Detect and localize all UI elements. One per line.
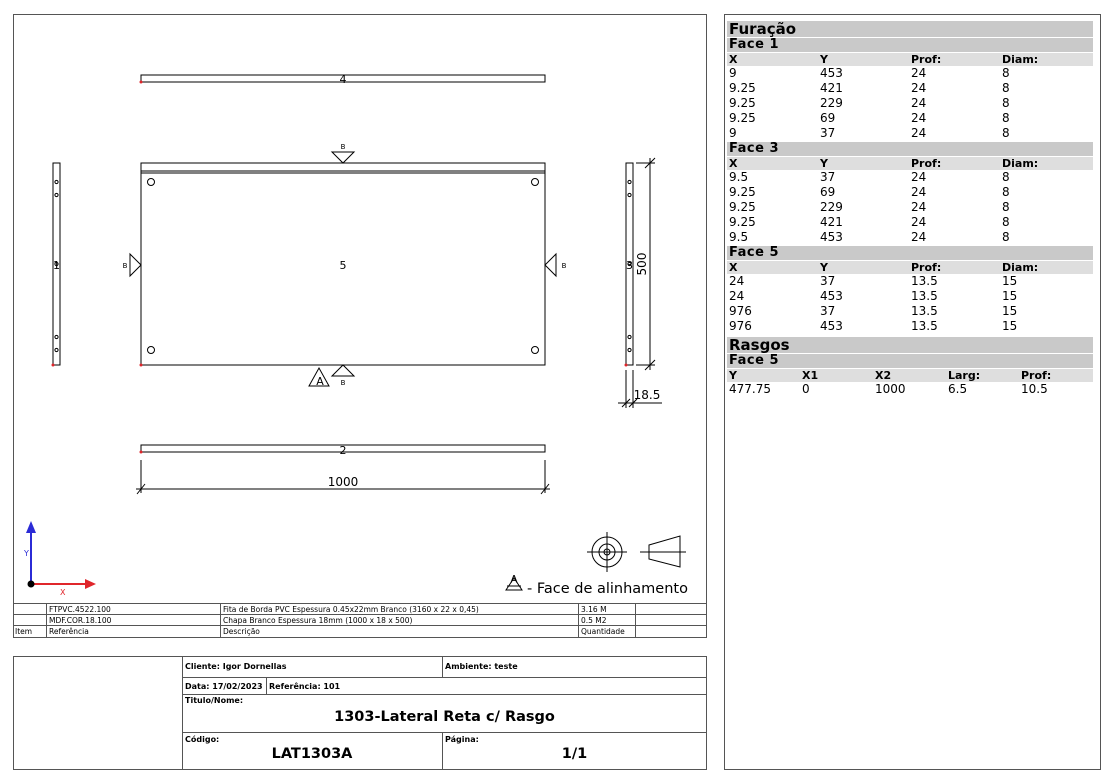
header-diam: Diam: bbox=[1002, 53, 1039, 66]
client-field: Cliente: Igor Dornellas bbox=[185, 662, 287, 671]
table-row: 24 453 13.5 15 bbox=[729, 289, 1018, 303]
table-row: 9.25 229 24 8 bbox=[729, 200, 1010, 214]
y-axis-label: Y bbox=[24, 549, 29, 558]
table-header bbox=[727, 53, 1093, 66]
technical-drawing bbox=[0, 0, 700, 600]
section-marker-right bbox=[545, 254, 556, 276]
width-dimension-label: 1000 bbox=[327, 475, 359, 489]
drawing-code: LAT1303A bbox=[271, 746, 353, 762]
table-row: 9.25 421 24 8 bbox=[729, 215, 1010, 229]
panel-number: 5 bbox=[339, 259, 347, 272]
table-row: 976 453 13.5 15 bbox=[729, 319, 1018, 333]
parts-list bbox=[13, 603, 707, 638]
section-marker-top bbox=[332, 152, 354, 163]
title-label: Titulo/Nome: bbox=[185, 696, 244, 705]
face-label: Face 1 bbox=[727, 38, 1093, 52]
table-row: 976 37 13.5 15 bbox=[729, 304, 1018, 318]
side-hole bbox=[628, 193, 631, 196]
table-header: X Y Prof: Diam: bbox=[727, 157, 1093, 170]
alignment-legend-text: - Face de alinhamento bbox=[527, 581, 688, 597]
panel-hole bbox=[532, 179, 539, 186]
side-hole bbox=[55, 348, 58, 351]
header-y: Y bbox=[820, 53, 828, 66]
header-x: X bbox=[729, 53, 738, 66]
table-row: 9.25 229 24 8 bbox=[729, 96, 1010, 110]
section-letter-bottom: B bbox=[340, 379, 346, 387]
face-label: Face 5 bbox=[727, 246, 1093, 260]
table-row: 9 37 24 8 bbox=[729, 126, 1010, 140]
drawing-title: 1303-Lateral Reta c/ Rasgo bbox=[334, 709, 555, 725]
drilling-table bbox=[727, 19, 1093, 397]
section-letter-left: B bbox=[122, 262, 128, 270]
table-row: 24 37 13.5 15 bbox=[729, 274, 1018, 288]
table-header: X Y Prof: Diam: bbox=[727, 261, 1093, 274]
left-side-number: 1 bbox=[53, 259, 60, 272]
section-marker-left bbox=[130, 254, 141, 276]
parts-row: FTPVC.4522.100 Fita de Borda PVC Espessura 0.45x22mm Branco (3160 x 22 x 0,45) 3.16 M bbox=[13, 603, 707, 614]
side-hole bbox=[628, 348, 631, 351]
parts-header-row: Item Referência Descrição Quantidade bbox=[13, 625, 707, 638]
panel-hole bbox=[148, 347, 155, 354]
date-field: Data: 17/02/2023 bbox=[185, 682, 263, 691]
table-row: 9.5 37 24 8 bbox=[729, 170, 1010, 184]
section-letter-top: B bbox=[340, 143, 346, 151]
side-hole bbox=[628, 180, 631, 183]
right-side-number: 3 bbox=[626, 259, 633, 272]
section-marker-bottom bbox=[332, 365, 354, 376]
legend-letter: A bbox=[510, 573, 518, 586]
rasgos-title: Rasgos bbox=[727, 337, 1093, 353]
axis-origin bbox=[28, 581, 35, 588]
face-label: Face 3 bbox=[727, 142, 1093, 156]
header-prof: Prof: bbox=[911, 53, 942, 66]
panel-hole bbox=[148, 179, 155, 186]
bottom-strip-number: 2 bbox=[339, 444, 347, 457]
x-axis-label: X bbox=[60, 588, 66, 597]
environment-field: Ambiente: teste bbox=[445, 662, 518, 671]
code-label: Código: bbox=[185, 735, 220, 744]
side-hole bbox=[55, 180, 58, 183]
height-dimension-label: 500 bbox=[635, 252, 649, 276]
table-header: Y X1 X2 Larg: Prof: bbox=[727, 369, 1093, 382]
parts-row: MDF.COR.18.100 Chapa Branco Espessura 18mm (1000 x 18 x 500) 0.5 M2 bbox=[13, 614, 707, 625]
alignment-letter: A bbox=[316, 375, 324, 388]
table-row: 9.25 421 24 8 bbox=[729, 81, 1010, 95]
table-row: 9.5 453 24 8 bbox=[729, 230, 1010, 244]
section-letter-right: B bbox=[561, 262, 567, 270]
thickness-dimension-label: 18.5 bbox=[633, 388, 661, 402]
top-strip-number: 4 bbox=[339, 73, 347, 86]
side-hole bbox=[55, 335, 58, 338]
furacao-title: Furação bbox=[727, 21, 1093, 37]
table-row: 9.25 69 24 8 bbox=[729, 111, 1010, 125]
side-hole bbox=[628, 335, 631, 338]
page-number: 1/1 bbox=[561, 746, 588, 762]
table-row: 9 453 24 8 bbox=[729, 66, 1010, 80]
side-hole bbox=[55, 193, 58, 196]
panel-hole bbox=[532, 347, 539, 354]
page-label: Página: bbox=[445, 735, 479, 744]
face-label: Face 5 bbox=[727, 354, 1093, 368]
table-row: 9.25 69 24 8 bbox=[729, 185, 1010, 199]
reference-field: Referência: 101 bbox=[269, 682, 341, 691]
table-row: 477.75 0 1000 6.5 10.5 bbox=[729, 382, 1048, 396]
